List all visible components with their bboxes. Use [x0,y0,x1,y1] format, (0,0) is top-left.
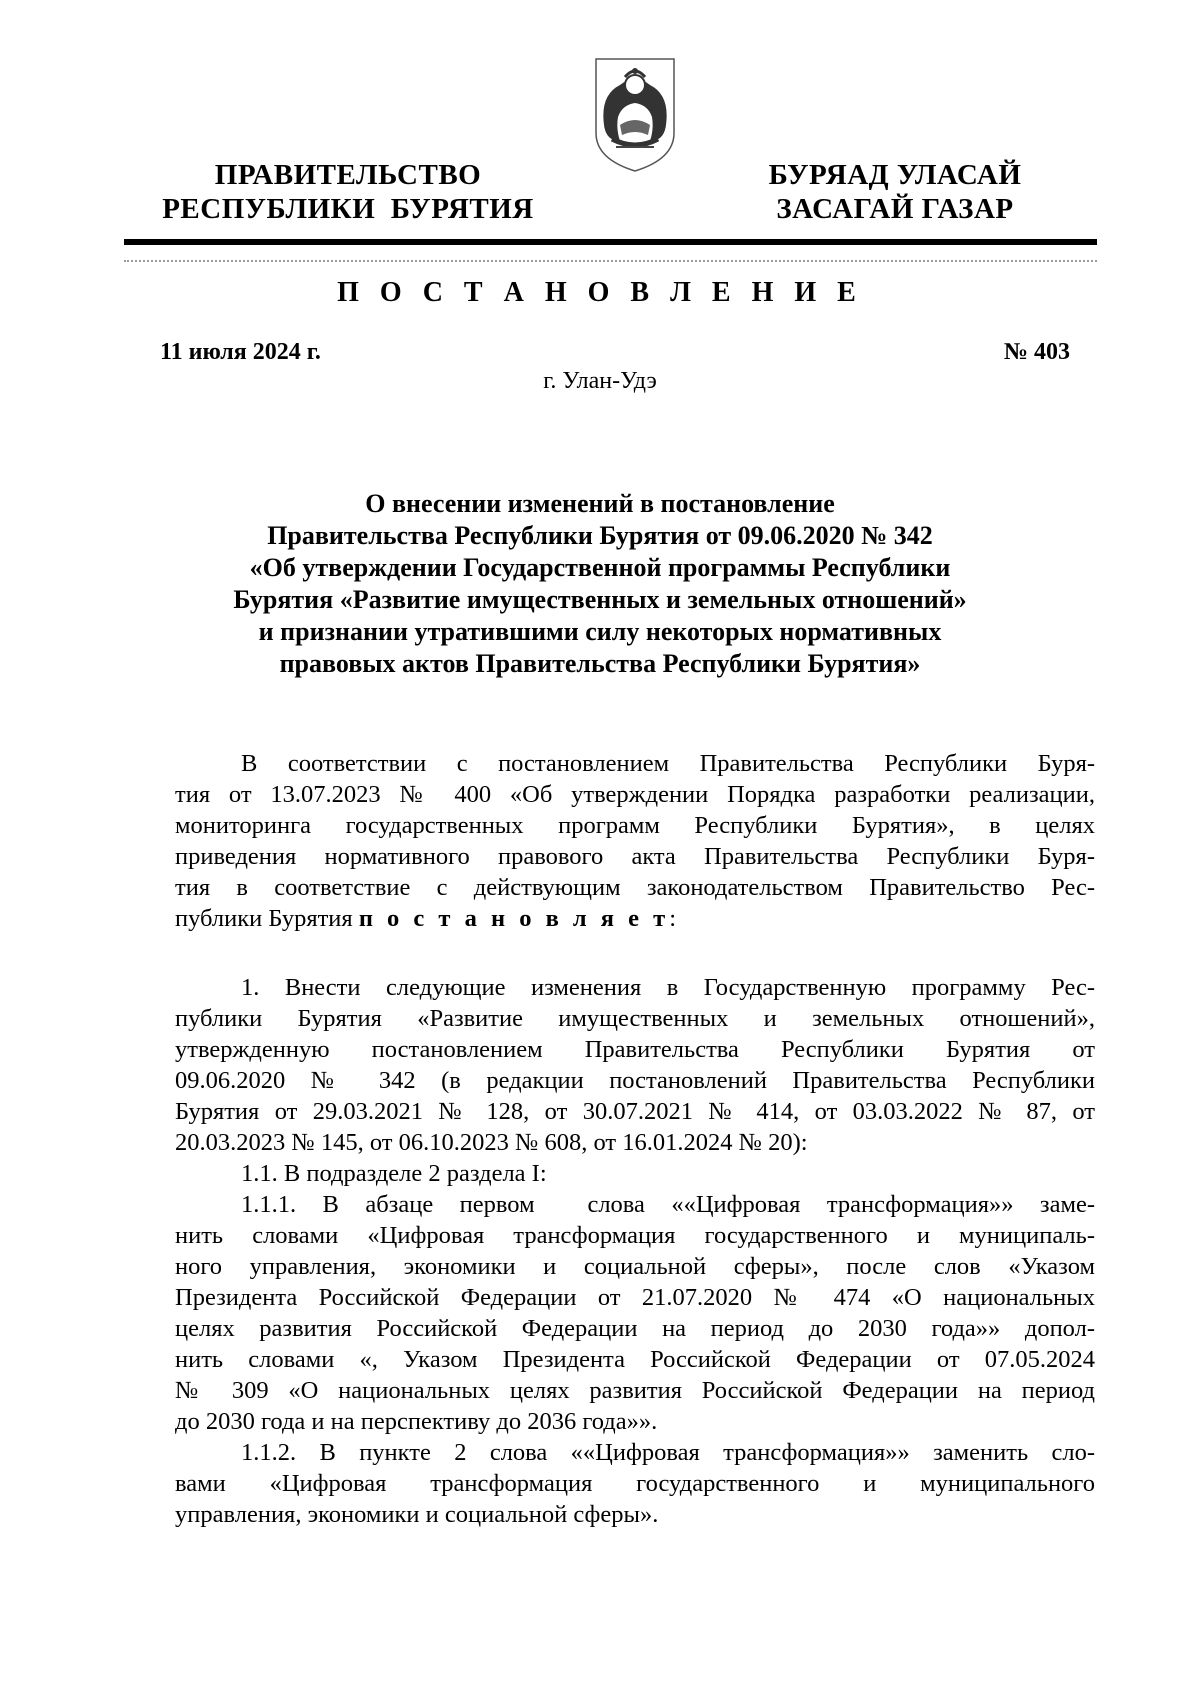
text-line: 20.03.2023 № 145, от 06.10.2023 № 608, от 16.01.2024 № 20): [175,1129,808,1156]
document-number: № 403 [1003,339,1070,365]
text-line: 1. Внести следующие изменения в Государственную программу Рес- [241,974,1095,1001]
text-line: 1.1.2. В пункте 2 слова ««Цифровая трансформация»» заменить сло- [241,1439,1095,1466]
document-title [170,488,1030,680]
text-line: Президента Российской Федерации от 21.07.2020 № 474 «О национальных [175,1284,1095,1311]
text-line: мониторинга государственных программ Республики Бурятия», в целях [175,812,1095,839]
org-name-buryat [740,158,1050,226]
text-line: до 2030 года и на перспективу до 2036 года»». [175,1408,658,1435]
document-city: г. Улан-Удэ [543,368,657,394]
text-line: тия в соответствие с действующим законодательством Правительство Рес- [175,874,1095,901]
text-line: нить словами «, Указом Президента Российской Федерации от 07.05.2024 [175,1346,1095,1373]
text-line: тия от 13.07.2023 № 400 «Об утверждении Порядка разработки реализации, [175,781,1095,808]
text-line: 1.1. В подразделе 2 раздела I: [241,1160,547,1187]
preamble-paragraph [175,748,1095,934]
title-line: и признании утратившими силу некоторых нормативных [258,617,942,646]
text-line: приведения нормативного правового акта Правительства Республики Буря- [175,843,1095,870]
text-line: целях развития Российской Федерации на период до 2030 года»» допол- [175,1315,1095,1342]
text-line: 1.1.1. В абзаце первом слова ««Цифровая трансформация»» заме- [241,1191,1095,1218]
text-line: управления, экономики и социальной сферы». [175,1501,659,1528]
org-name-russian-line1: ПРАВИТЕЛЬСТВО [214,159,482,191]
header-rule-thick [124,239,1097,245]
text-line: ного управления, экономики и социальной сферы», после слов «Указом [175,1253,1095,1280]
decree-colon: : [669,905,677,932]
decree-word: п о с т а н о в л я е т [358,905,670,932]
document-type-heading: П О С Т А Н О В Л Е Н И Е [337,277,863,308]
text-line: вами «Цифровая трансформация государственного и муниципального [175,1470,1095,1497]
text-line: Бурятия от 29.03.2021 № 128, от 30.07.2021 № 414, от 03.03.2022 № 87, от [175,1098,1095,1125]
org-name-russian-line2: РЕСПУБЛИКИ БУРЯТИЯ [162,193,534,225]
title-line: Правительства Республики Бурятия от 09.06.2020 № 342 [267,521,933,550]
text-line: 09.06.2020 № 342 (в редакции постановлений Правительства Республики [175,1067,1095,1094]
text-line: нить словами «Цифровая трансформация государственного и муниципаль- [175,1222,1095,1249]
title-line: О внесении изменений в постановление [365,489,835,518]
coat-of-arms-icon [590,55,680,175]
text-line: публики Бурятия «Развитие имущественных и земельных отношений», [175,1005,1095,1032]
org-name-buryat-line2: ЗАСАГАЙ ГАЗАР [776,193,1014,225]
org-name-russian [158,158,538,226]
document-date: 11 июля 2024 г. [160,339,321,365]
title-line: Бурятия «Развитие имущественных и земельных отношений» [233,585,967,614]
text-line: утвержденную постановлением Правительства Республики Бурятия от [175,1036,1095,1063]
text-line: № 309 «О национальных целях развития Российской Федерации на период [175,1377,1095,1404]
title-line: правовых актов Правительства Республики Бурятия» [279,649,921,678]
text-line [175,903,1095,934]
text-line: В соответствии с постановлением Правительства Республики Буря- [241,750,1095,777]
preamble-last-text: публики Бурятия [175,905,359,932]
org-name-buryat-line1: БУРЯАД УЛАСАЙ [768,159,1022,191]
header-rule-thin [124,260,1097,262]
body-items [175,972,1095,1530]
title-line: «Об утверждении Государственной программы Республики [249,553,951,582]
